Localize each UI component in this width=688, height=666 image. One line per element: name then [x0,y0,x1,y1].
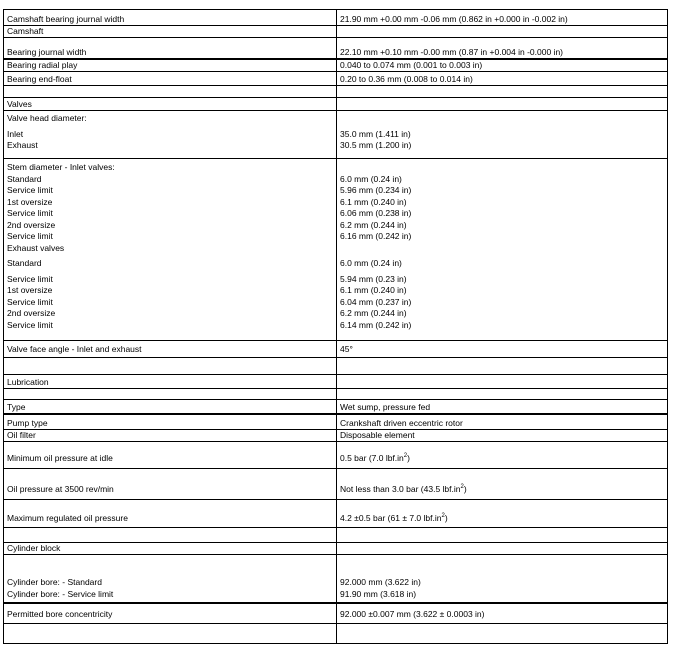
group-title: Exhaust valves [7,242,65,253]
table-row [4,10,667,25]
spec-label: Service limit [7,319,53,330]
table-row [4,58,667,71]
spec-value: 0.5 bar (7.0 $lbf.in^2$) [340,452,410,463]
spec-value: Wet sump, pressure fed [340,401,431,412]
spec-value: Crankshaft driven eccentric rotor [340,417,463,428]
table-row [4,441,667,468]
spec-value: 6.14 mm (0.242 in) [340,319,412,330]
spec-value: 6.16 mm (0.242 in) [340,231,412,241]
section-heading: Camshaft [7,25,44,36]
spec-label: Permitted bore concentricity [7,608,113,619]
spec-label: Pump type [7,417,48,428]
table-row [4,158,667,340]
section-heading: Lubrication [7,376,49,387]
spacer-row [4,388,667,399]
spec-label: Oil filter [7,429,36,440]
table-row [4,71,667,85]
spacer-row [4,357,667,374]
section-heading-row [4,25,667,37]
spec-label: 1st oversize [7,196,53,207]
section-heading-row [4,97,667,110]
spec-label: Bearing journal width [7,46,87,57]
spec-label: 1st oversize [7,285,53,295]
spec-label: Cylinder bore: - Service limit [7,588,114,599]
table-row [4,110,667,158]
section-heading-row [4,542,667,554]
spec-value: 6.0 mm (0.24 in) [340,173,402,184]
spec-value: 35.0 mm (1.411 in) [340,128,411,139]
spec-value: 6.1 mm (0.240 in) [340,196,407,207]
spec-value: 21.90 mm +0.00 mm -0.06 mm (0.862 in +0.000 in -0.002 in) [340,13,568,24]
spec-value: 91.90 mm (3.618 in) [340,588,417,599]
section-heading-row [4,374,667,388]
spec-value: 0.20 to 0.36 mm (0.008 to 0.014 in) [340,73,473,84]
table-row [4,413,667,429]
spec-value: 6.1 mm (0.240 in) [340,285,407,295]
spec-value: 92.000 ±0.007 mm (3.622 ± 0.0003 in) [340,608,485,619]
spec-label: Inlet [7,128,24,139]
spec-value: 5.94 mm (0.23 in) [340,273,407,284]
spec-label: Standard [7,258,42,268]
spacer-row [4,85,667,97]
spec-value: Not less than 3.0 bar (43.5 $lbf.in^2$) [340,483,467,494]
specifications-table [3,9,668,644]
spec-value: 4.2 ±0.5 bar (61 ± 7.0 $lbf.in^2$) [340,512,448,523]
spec-value: 6.06 mm (0.238 in) [340,208,412,218]
group-title: Valve head diameter: [7,113,87,123]
spec-label: Service limit [7,208,53,218]
spec-label: Camshaft bearing journal width [7,13,125,24]
spec-label: Exhaust [7,140,38,150]
spec-label: Bearing end-float [7,73,72,84]
spacer-row [4,527,667,542]
spec-label: Service limit [7,185,53,195]
table-row [4,37,667,58]
spec-value: 0.040 to 0.074 mm (0.001 to 0.003 in) [340,59,483,70]
spec-label: Standard [7,173,42,184]
spec-value: 6.04 mm (0.237 in) [340,296,412,307]
table-row [4,602,667,623]
table-row [4,554,667,602]
spec-label: Service limit [7,273,53,284]
spacer-row [4,623,667,643]
spec-label: Valve face angle - Inlet and exhaust [7,343,142,354]
spec-value: 45° [340,343,353,354]
spec-label: Bearing radial play [7,59,78,70]
table-row [4,340,667,357]
group-title: Stem diameter - Inlet valves: [7,162,115,172]
spec-label: Maximum regulated oil pressure [7,512,128,523]
table-row [4,399,667,413]
spec-value: 30.5 mm (1.200 in) [340,140,412,150]
spec-value: 6.0 mm (0.24 in) [340,258,402,268]
spec-value: 6.2 mm (0.244 in) [340,219,407,230]
spec-value: 6.2 mm (0.244 in) [340,308,407,318]
spec-label: Minimum oil pressure at idle [7,452,113,463]
table-row [4,499,667,527]
spec-label: Service limit [7,296,53,307]
spec-label: 2nd oversize [7,219,56,230]
table-row [4,429,667,441]
spec-label: 2nd oversize [7,308,56,318]
spec-value: 22.10 mm +0.10 mm -0.00 mm (0.87 in +0.004 in -0.000 in) [340,46,564,57]
section-heading: Cylinder block [7,542,61,553]
spec-label: Cylinder bore: - Standard [7,577,102,587]
spec-value: 92.000 mm (3.622 in) [340,577,421,587]
table-row [4,468,667,499]
spec-label: Type [7,401,26,412]
spec-value: Disposable element [340,429,415,440]
spec-value: 5.96 mm (0.234 in) [340,185,412,195]
spec-label: Oil pressure at 3500 rev/min [7,483,114,494]
spec-label: Service limit [7,231,53,241]
section-heading: Valves [7,98,32,109]
